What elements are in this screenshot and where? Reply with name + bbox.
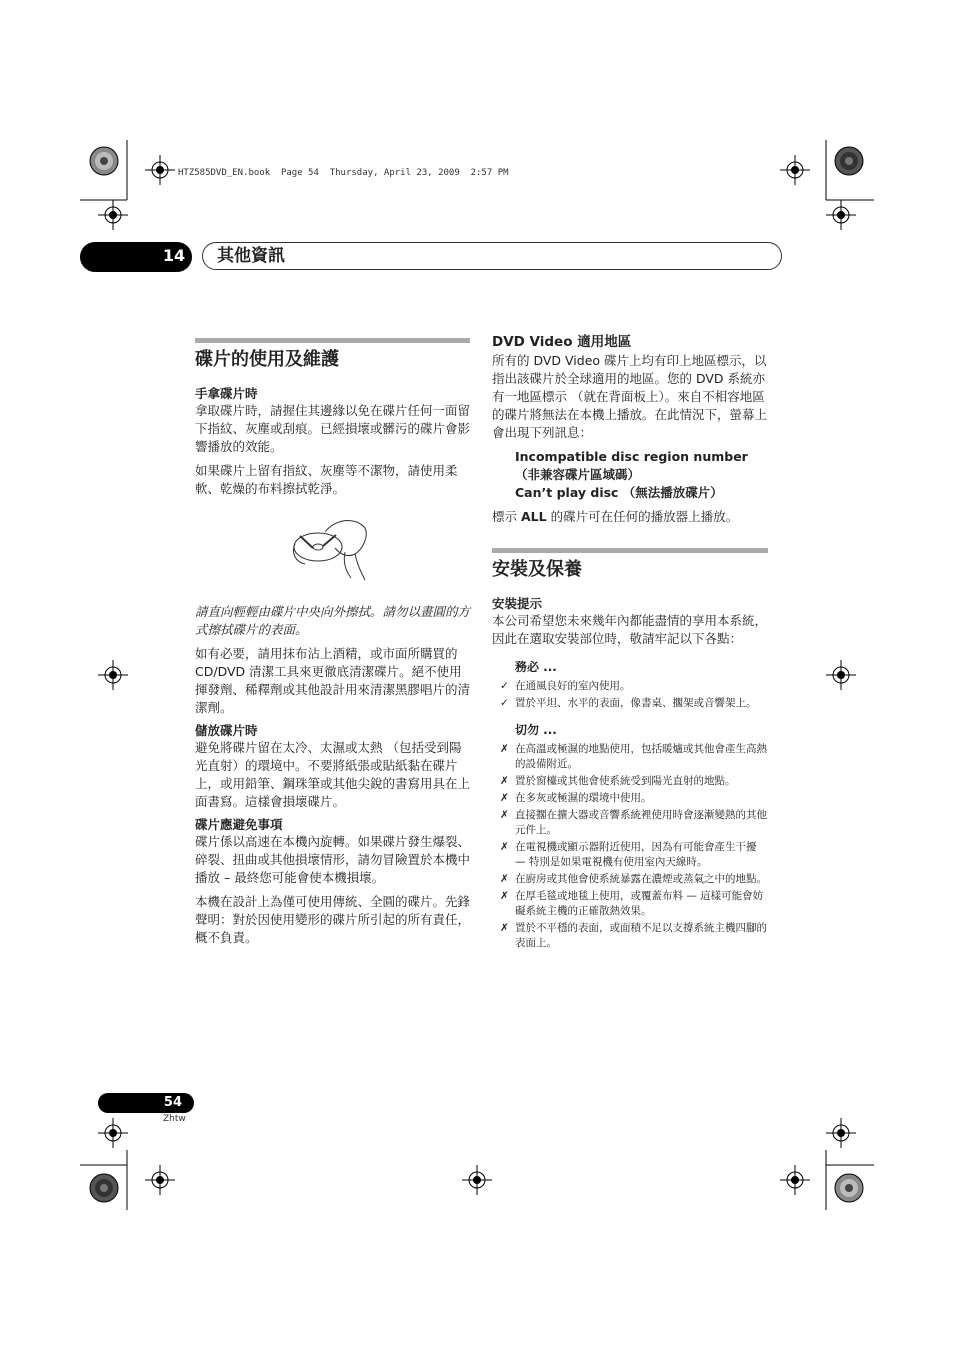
paragraph: 本公司希望您未來幾年內都能盡情的享用本系統，因此在選取安裝部位時，敬請牢記以下各點： bbox=[492, 613, 768, 646]
paragraph: 本機在設計上為僅可使用傳統、全圓的碟片。先鋒聲明：對於因使用變形的碟片所引起的所有責任，概不負責。 bbox=[195, 894, 471, 945]
paragraph: 避免將碟片留在太冷、太濕或太熱 （包括受到陽光直射）的環境中。不要將紙張或貼紙黏在碟片上，或用鉛筆、鋼珠筆或其他尖銳的書寫用具在上面書寫。這樣會損壞碟片。 bbox=[195, 740, 471, 809]
paragraph: 如果碟片上留有指紋、灰塵等不潔物，請使用柔軟、乾燥的布料擦拭乾淨。 bbox=[195, 463, 458, 496]
do-heading: 務必 ... bbox=[515, 660, 557, 674]
list-item: ✗ 在厚毛毯或地毯上使用，或覆蓋布料 — 這樣可能會妨礙系統主機的正確散熱效果。 bbox=[500, 890, 764, 917]
subheading-handling: 手拿碟片時 bbox=[195, 386, 258, 401]
right-column bbox=[492, 332, 768, 953]
list-item: ✓ 在通風良好的室內使用。 bbox=[500, 680, 631, 692]
page-number: 54 bbox=[98, 1093, 194, 1113]
cross-icon: ✗ bbox=[500, 792, 509, 804]
message-incompatible-cn: （非兼容碟片區域碼） bbox=[515, 467, 641, 482]
page-language: Zhtw bbox=[163, 1114, 186, 1124]
chapter-title: 其他資訊 bbox=[202, 242, 782, 270]
cross-icon: ✗ bbox=[500, 890, 509, 902]
cross-icon: ✗ bbox=[500, 775, 509, 787]
left-column bbox=[195, 338, 470, 953]
message-incompatible: Incompatible disc region number bbox=[515, 449, 748, 464]
cross-icon: ✗ bbox=[500, 809, 509, 821]
registration-mark-icon bbox=[462, 1165, 492, 1195]
list-item: ✗ 在高溫或極濕的地點使用，包括暖爐或其他會產生高熱的設備附近。 bbox=[500, 743, 767, 770]
section-title-install: 安裝及保養 bbox=[492, 559, 582, 580]
check-icon: ✓ bbox=[500, 680, 509, 692]
list-item: ✗ 在多灰或極濕的環境中使用。 bbox=[500, 792, 652, 804]
list-item: ✗ 直接擱在擴大器或音響系統裡使用時會逐漸變熱的其他元件上。 bbox=[500, 809, 767, 836]
print-header: HTZ585DVD_EN.book Page 54 Thursday, April 23, 2009 2:57 PM bbox=[178, 168, 509, 178]
paragraph: 所有的 DVD Video 碟片上均有印上地區標示，以指出該碟片於全球適用的地區。您的 DVD 系統亦有一地區標示 （就在背面板上）。來自不相容地區的碟片將無法在本機上播放。在此情況下，螢幕上會出現下列訊息： bbox=[492, 353, 768, 440]
subheading-install-tips: 安裝提示 bbox=[492, 596, 543, 611]
message-cant-play: Can’t play disc （無法播放碟片） bbox=[515, 485, 723, 500]
paragraph-all: 標示 ALL 的碟片可在任何的播放器上播放。 bbox=[492, 509, 739, 524]
color-wheel-icon bbox=[88, 1172, 120, 1204]
list-item: ✗ 置於窗檯或其他會使系統受到陽光直射的地點。 bbox=[500, 775, 736, 787]
color-wheel-icon bbox=[833, 1172, 865, 1204]
cross-icon: ✗ bbox=[500, 922, 509, 934]
registration-mark-icon bbox=[145, 155, 175, 185]
do-list bbox=[492, 679, 768, 711]
check-icon: ✓ bbox=[500, 697, 509, 709]
cross-icon: ✗ bbox=[500, 873, 509, 885]
paragraph: 拿取碟片時，請握住其邊緣以免在碟片任何一面留下指紋、灰塵或刮痕。已經損壞或髒污的碟片會影響播放的效能。 bbox=[195, 403, 471, 454]
registration-mark-icon bbox=[98, 1118, 128, 1148]
list-item: ✗ 在電視機或顯示器附近使用，因為有可能會產生干擾 — 特別是如果電視機有使用室內天線時。 bbox=[500, 841, 757, 868]
cross-icon: ✗ bbox=[500, 841, 509, 853]
list-item: ✗ 在廚房或其他會使系統暴露在濃煙或蒸氣之中的地點。 bbox=[500, 873, 767, 885]
dont-list bbox=[492, 742, 768, 951]
registration-mark-icon bbox=[145, 1165, 175, 1195]
subheading-avoid: 碟片應避免事項 bbox=[195, 817, 283, 832]
disc-wiping-illustration bbox=[195, 514, 470, 584]
color-wheel-icon bbox=[88, 145, 120, 177]
subheading-region: DVD Video 適用地區 bbox=[492, 334, 632, 350]
registration-mark-icon bbox=[780, 155, 810, 185]
section-rule bbox=[195, 338, 470, 343]
registration-mark-icon bbox=[780, 1165, 810, 1195]
chapter-number-tab: 14 bbox=[80, 242, 192, 272]
list-item: ✓ 置於平坦、水平的表面，像書桌、擱架或音響架上。 bbox=[500, 697, 757, 709]
registration-mark-icon bbox=[98, 660, 128, 690]
registration-mark-icon bbox=[826, 200, 856, 230]
subheading-storing: 儲放碟片時 bbox=[195, 723, 258, 738]
paragraph: 碟片係以高速在本機內旋轉。如果碟片發生爆裂、碎裂、扭曲或其他損壞情形，請勿冒險置於本機中播放 – 最終您可能會使本機損壞。 bbox=[195, 834, 471, 885]
cross-icon: ✗ bbox=[500, 743, 509, 755]
list-item: ✗ 置於不平穩的表面，或面積不足以支撐系統主機四腳的表面上。 bbox=[500, 922, 767, 949]
dont-heading: 切勿 ... bbox=[515, 723, 557, 737]
chapter-header bbox=[80, 242, 768, 272]
figure-caption: 請直向輕輕由碟片中央向外擦拭。請勿以畫圓的方式擦拭碟片的表面。 bbox=[195, 604, 471, 637]
section-rule bbox=[492, 548, 768, 553]
registration-mark-icon bbox=[826, 660, 856, 690]
paragraph: 如有必要，請用抹布沾上酒精，或市面所購買的 CD/DVD 清潔工具來更徹底清潔碟片。絕不使用揮發劑、稀釋劑或其他設計用來清潔黑膠唱片的清潔劑。 bbox=[195, 646, 471, 715]
section-title-disc-care: 碟片的使用及維護 bbox=[195, 349, 339, 370]
registration-mark-icon bbox=[98, 200, 128, 230]
registration-mark-icon bbox=[826, 1118, 856, 1148]
color-wheel-icon bbox=[833, 145, 865, 177]
